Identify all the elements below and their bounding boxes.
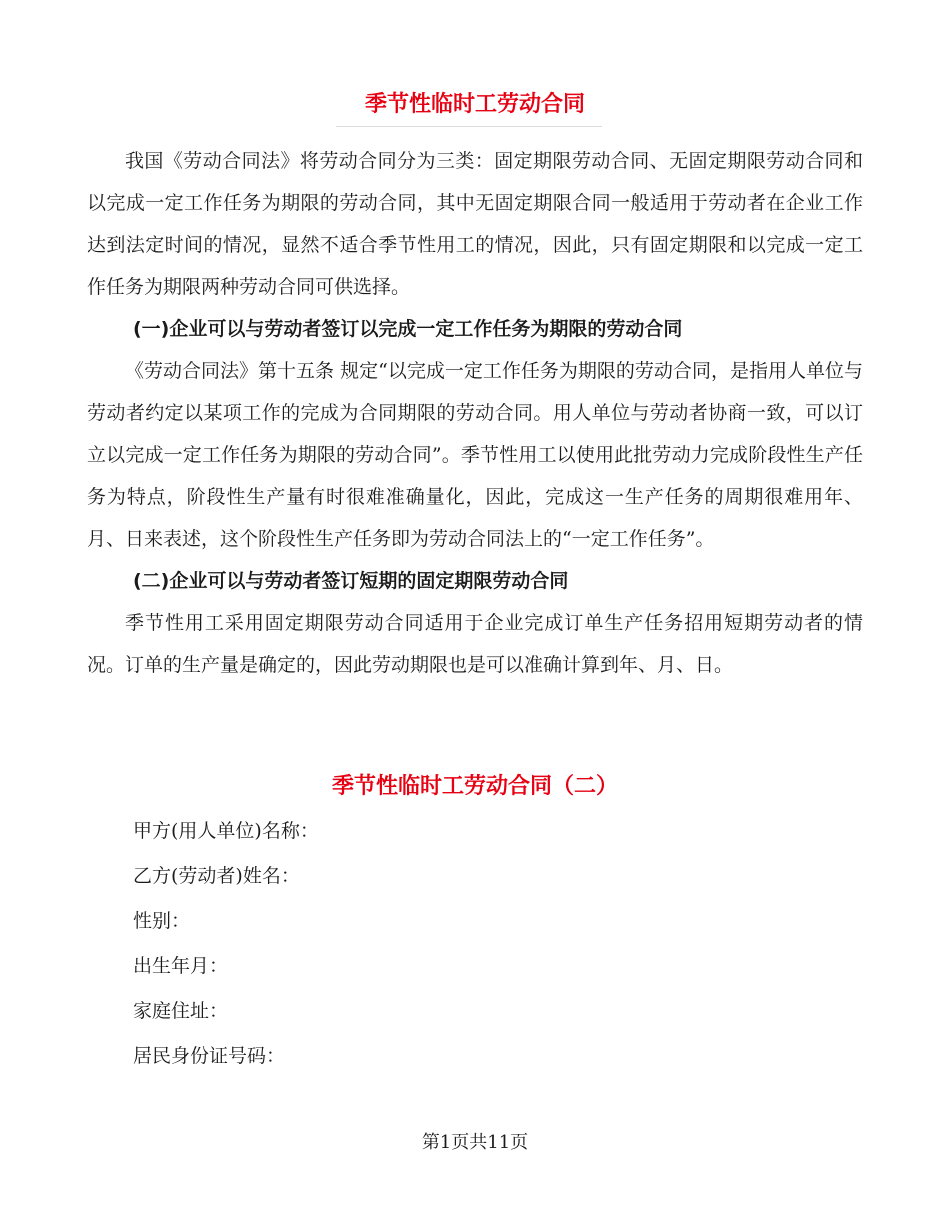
intro-paragraph: 我国《劳动合同法》将劳动合同分为三类：固定期限劳动合同、无固定期限劳动合同和以完成一定工作任务为期限的劳动合同，其中无固定期限合同一般适用于劳动者在企业工作达到法定时间的情况，显然不适合季节性用工的情况，因此，只有固定期限和以完成一定工作任务为期限两种劳动合同可供选择。 (87, 150, 863, 298)
section-body-1: 《劳动合同法》第十五条 规定“以完成一定工作任务为期限的劳动合同，是指用人单位与劳动者约定以某项工作的完成为合同期限的劳动合同。用人单位与劳动者协商一致，可以订立以完成一定工作任务为期限的劳动合同”。季节性用工以使用此批劳动力完成阶段性生产任务为特点，阶段性生产量有时很难准确量化，因此，完成这一生产任务的周期很难用年、月、日来表述，这个阶段性生产任务即为劳动合同法上的“一定工作任务”。 (87, 360, 863, 550)
contract-title: 季节性临时工劳动合同（二） (331, 774, 618, 799)
field-employee-name: 乙方(劳动者)姓名： (133, 865, 300, 887)
title-underline (336, 126, 602, 127)
field-home-address: 家庭住址： (133, 1000, 229, 1022)
section-body-2: 季节性用工采用固定期限劳动合同适用于企业完成订单生产任务招用短期劳动者的情况。订单的生产量是确定的，因此劳动期限也是可以准确计算到年、月、日。 (87, 612, 863, 676)
document-title: 季节性临时工劳动合同 (364, 92, 585, 117)
section-heading-1: (一)企业可以与劳动者签订以完成一定工作任务为期限的劳动合同 (133, 318, 683, 340)
section-heading-2: (二)企业可以与劳动者签订短期的固定期限劳动合同 (133, 570, 569, 592)
page-number: 第1页共11页 (421, 1132, 529, 1153)
document-body (87, 140, 863, 686)
field-id-number: 居民身份证号码： (133, 1045, 286, 1067)
field-gender: 性别： (133, 910, 191, 932)
field-birth-date: 出生年月： (133, 955, 229, 977)
contract-fields (87, 809, 863, 1079)
field-employer-name: 甲方(用人单位)名称： (133, 820, 319, 842)
